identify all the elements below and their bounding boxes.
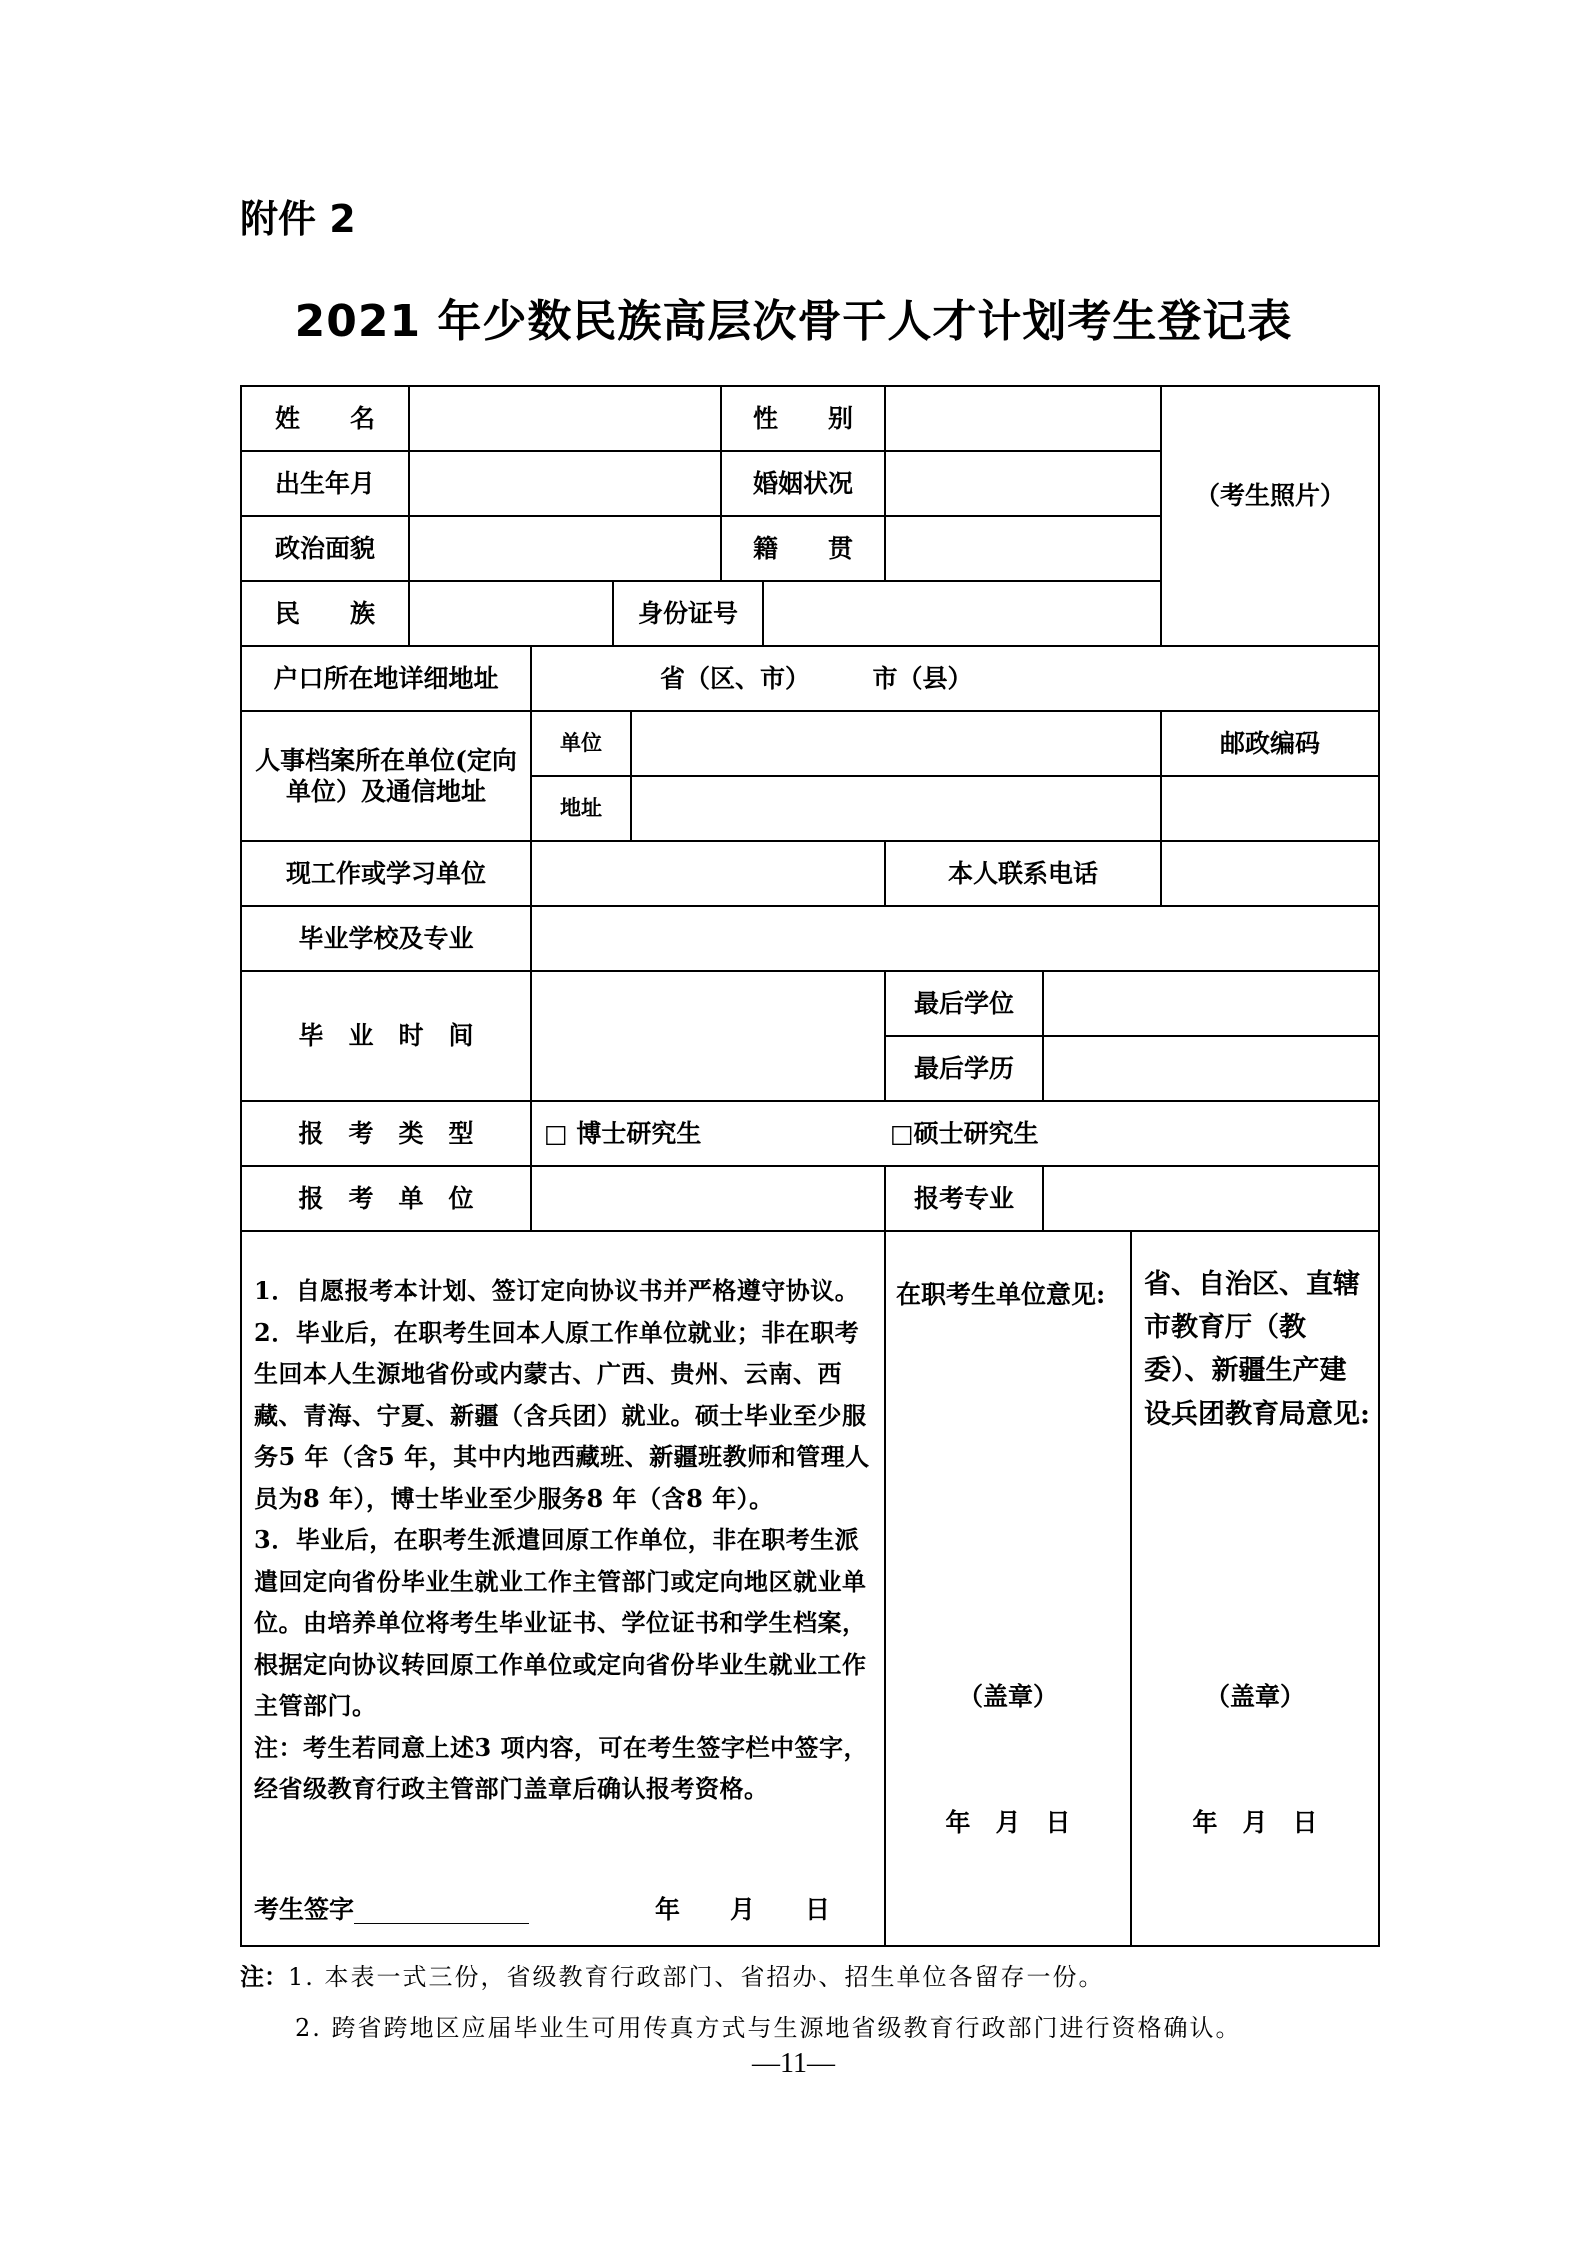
- archive-unit-label: 人事档案所在单位(定向单位）及通信地址: [255, 745, 517, 806]
- apply-major-label: 报考专业: [913, 1183, 1014, 1213]
- province-date: 年 月 日: [1192, 1808, 1318, 1838]
- table-border-bottom: [240, 1945, 1380, 1947]
- footnote-2: 2. 跨省跨地区应届毕业生可用传真方式与生源地省级教育行政部门进行资格确认。: [295, 2014, 1242, 2042]
- agreement-note: 注：考生若同意上述3 项内容，可在考生签字栏中签字，经省级教育行政主管部门盖章后确认报考资格。: [254, 1732, 869, 1803]
- signature-row: [254, 1885, 874, 1935]
- household-address-template: 省（区、市） 市（县）: [660, 663, 973, 693]
- agreement-item-1: 1．自愿报考本计划、签订定向协议书并严格遵守协议。: [254, 1276, 860, 1305]
- signature-line[interactable]: ______________: [354, 1895, 530, 1925]
- page-number: —11—: [752, 2048, 835, 2079]
- last-degree-label: 最后学位: [913, 988, 1014, 1018]
- political-label: 政治面貌: [274, 533, 375, 563]
- employer-opinion-label: 在职考生单位意见:: [896, 1280, 1106, 1310]
- postcode-label: 邮政编码: [1219, 728, 1320, 758]
- row-rule: [530, 775, 1380, 777]
- photo-placeholder: （考生照片）: [1194, 481, 1345, 511]
- province-seal: （盖章）: [1204, 1682, 1305, 1712]
- id-number-label: 身份证号: [637, 598, 738, 628]
- agreement-item-3: 3．毕业后，在职考生派遣回原工作单位，非在职考生派遣回定向省份毕业生就业工作主管部门或定向地区就业单位。由培养单位将考生毕业证书、学位证书和学生档案，根据定向协议转回原工作单位或定向省份毕业生就业工作主管部门。: [254, 1525, 867, 1720]
- col-rule: [530, 1165, 532, 1230]
- col-rule: [1042, 1165, 1044, 1230]
- col-rule: [762, 580, 764, 645]
- form-title: 2021 年少数民族高层次骨干人才计划考生登记表: [294, 296, 1293, 347]
- birth-label: 出生年月: [274, 468, 375, 498]
- household-address-label: 户口所在地详细地址: [273, 663, 499, 693]
- signature-label: 考生签字: [254, 1895, 355, 1925]
- gender-label: 性 别: [752, 403, 853, 433]
- school-major-label: 毕业学校及专业: [298, 923, 474, 953]
- marital-label: 婚姻状况: [752, 468, 853, 498]
- attachment-label: 附件 2: [240, 197, 356, 241]
- row-rule: [240, 1230, 1380, 1232]
- agreement-item-2: 2．毕业后，在职考生回本人原工作单位就业；非在职考生回本人生源地省份或内蒙古、广西、贵州、云南、西藏、青海、宁夏、新疆（含兵团）就业。硕士毕业至少服务5 年（含5 年，其中内地西藏班、新疆班教师和管理人员为8 年），博士毕业至少服务8 年（含8 年）。: [254, 1317, 870, 1513]
- ethnicity-label: 民 族: [274, 598, 375, 628]
- col-rule: [884, 385, 886, 580]
- footnote-1: 注：1. 本表一式三份，省级教育行政部门、省招办、招生单位各留存一份。: [240, 1963, 1105, 1991]
- signature-date: 年 月 日: [655, 1895, 831, 1925]
- unit-sub-label: 单位: [560, 730, 602, 756]
- phone-label: 本人联系电话: [947, 858, 1098, 888]
- name-label: 姓 名: [274, 403, 375, 433]
- province-opinion-label: 省、自治区、直辖市教育厅（教委）、新疆生产建设兵团教育局意见:: [1144, 1269, 1370, 1430]
- phd-checkbox[interactable]: □ 博士研究生: [544, 1118, 702, 1148]
- last-education-label: 最后学历: [913, 1053, 1014, 1083]
- registration-form: [240, 385, 1380, 1947]
- employer-date: 年 月 日: [945, 1808, 1071, 1838]
- master-checkbox[interactable]: □硕士研究生: [890, 1118, 1039, 1148]
- work-unit-label: 现工作或学习单位: [285, 858, 486, 888]
- address-sub-label: 地址: [560, 795, 602, 821]
- agreement-text: [254, 1270, 880, 1810]
- apply-type-label: 报 考 类 型: [298, 1118, 474, 1148]
- col-rule: [408, 385, 410, 645]
- col-rule: [530, 970, 532, 1100]
- footnote-label: 注：: [240, 1963, 288, 1991]
- employer-seal: （盖章）: [957, 1682, 1058, 1712]
- col-rule: [1042, 970, 1044, 1100]
- apply-unit-label: 报 考 单 位: [298, 1183, 474, 1213]
- col-rule: [530, 1100, 532, 1165]
- origin-label: 籍 贯: [752, 533, 853, 563]
- col-rule: [630, 710, 632, 840]
- graduation-time-label: 毕 业 时 间: [298, 1021, 474, 1051]
